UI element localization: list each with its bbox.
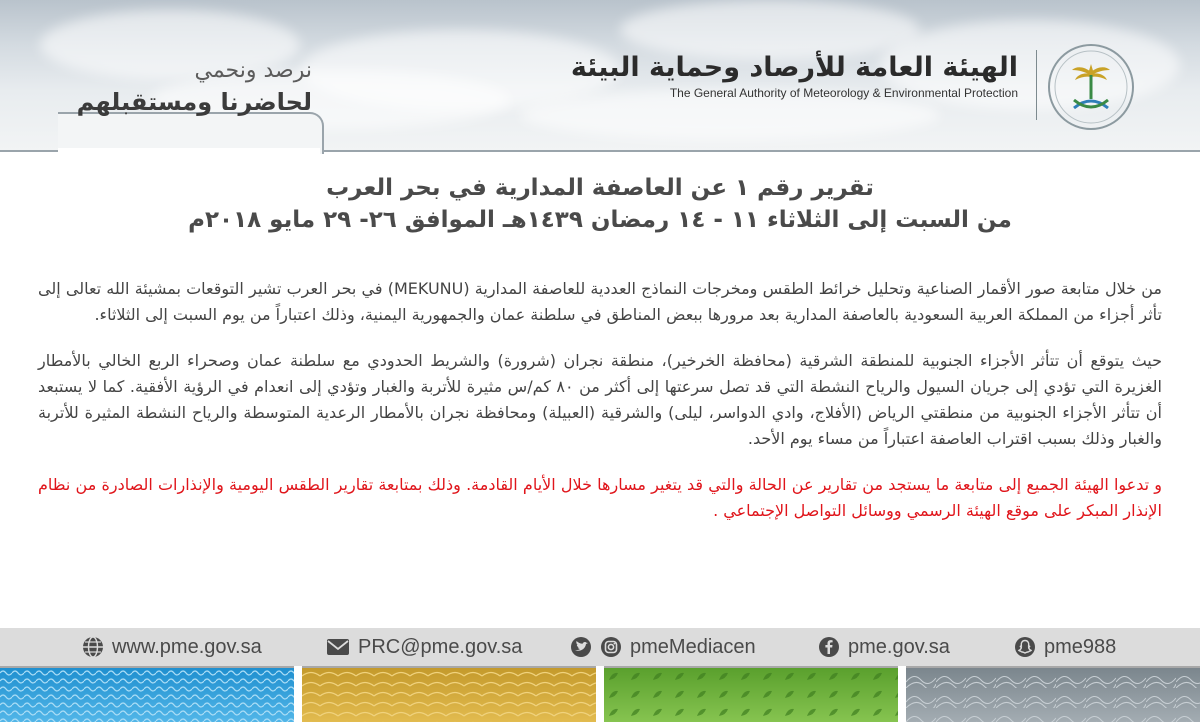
- email-text: PRC@pme.gov.sa: [358, 635, 523, 658]
- facebook-text: pme.gov.sa: [848, 635, 950, 658]
- paragraph-advisory: و تدعوا الهيئة الجميع إلى متابعة ما يستجد من تقارير عن الحالة والتي قد يتغير مسارها خلال الأيام القادمة. وذلك بمتابعة تقارير الطقس اليومية والإنذارات الصادرة من نظام الإنذار المبكر على موقع الهيئة الرسمي ووسائل التواصل الإجتماعي .: [38, 475, 1162, 520]
- slogan-line-2: لحاضرنا ومستقبلهم: [76, 88, 312, 116]
- palm-swords-icon: [1046, 42, 1136, 132]
- paragraph-forecast: حيث يتوقع أن تتأثر الأجزاء الجنوبية للمنطقة الشرقية (محافظة الخرخير)، منطقة نجران (شرورة) والشريط الحدودي مع سلطنة عمان وصحراء الربع الخالي بالأمطار الغزيرة التي تؤدي إلى جريان السيول والرياح النشطة التي قد تصل سرعتها إلى أكثر من ٨٠ كم/س مثيرة للأتربة والغبار وتؤدي إلى انعدام في الرؤية الأفقية. كما لا يستبعد أن تتأثر الأجزاء الجنوبية من منطقتي الرياض (الأفلاج، وادي الدواسر، ليلى) والشرقية (العبيلة) ومحافظة نجران بالأمطار الرعدية المتوسطة والرياح النشطة المثيرة للأتربة والغبار وذلك بسبب اقتراب العاصفة اعتباراً من مساء يوم الأحد.: [38, 351, 1162, 448]
- snapchat-text: pme988: [1044, 635, 1117, 658]
- snapchat-icon: [1014, 636, 1036, 658]
- water-panel: [0, 666, 294, 722]
- logo-divider: [1036, 50, 1037, 120]
- gray-panel: [906, 666, 1200, 722]
- website-text: www.pme.gov.sa: [112, 635, 262, 658]
- slogan-line-1: نرصد ونحمي: [194, 58, 312, 83]
- green-panel: [604, 666, 898, 722]
- instagram-icon: [600, 636, 622, 658]
- facebook-icon: [818, 636, 840, 658]
- footer-snapchat[interactable]: [1014, 628, 1116, 666]
- footer-social[interactable]: [570, 628, 756, 666]
- footer-email[interactable]: [326, 628, 522, 666]
- social-handle-text: pmeMediacen: [630, 635, 756, 658]
- report-body: [38, 172, 1162, 544]
- envelope-icon: [326, 637, 350, 657]
- footer-facebook[interactable]: [818, 628, 950, 666]
- footer-website[interactable]: [82, 628, 262, 666]
- org-name-english: The General Authority of Meteorology & Environmental Protection: [669, 86, 1018, 100]
- twitter-icon: [570, 636, 592, 658]
- org-name-arabic: الهيئة العامة للأرصاد وحماية البيئة: [570, 52, 1018, 83]
- paragraph-overview: من خلال متابعة صور الأقمار الصناعية وتحليل خرائط الطقس ومخرجات النماذج العددية للعاصفة المدارية (MEKUNU) في بحر العرب تشير التوقعات بمشيئة الله تعالى إلى تأثر أجزاء من المملكة العربية السعودية بالعاصفة المدارية بعد مرورها ببعض المناطق في سلطنة عمان والجمهورية اليمنية، وذلك اعتباراً من يوم السبت إلى الثلاثاء.: [38, 279, 1162, 324]
- report-title: تقرير رقم ١ عن العاصفة المدارية في بحر العرب: [326, 175, 874, 201]
- globe-icon: [82, 636, 104, 658]
- sand-panel: [302, 666, 596, 722]
- report-date-range: من السبت إلى الثلاثاء ١١ - ١٤ رمضان ١٤٣٩هـ الموافق ٢٦- ٢٩ مايو ٢٠١٨م: [188, 207, 1012, 233]
